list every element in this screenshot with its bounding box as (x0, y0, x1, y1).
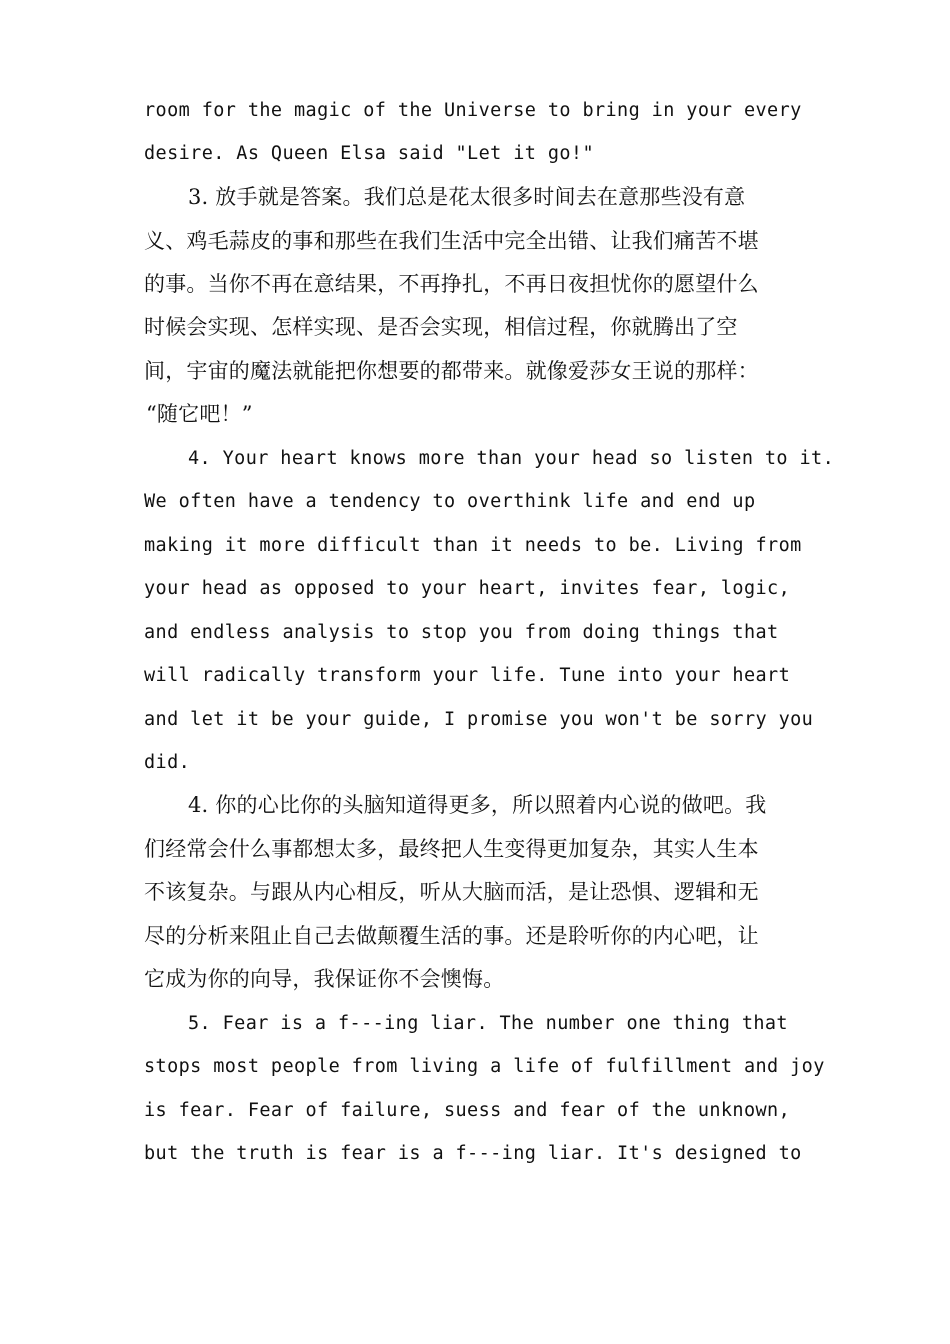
text-line: 义、鸡毛蒜皮的事和那些在我们生活中完全出错、让我们痛苦不堪 (144, 229, 759, 253)
paragraph-4-zh-start: 4. 你的心比你的头脑知道得更多，所以照着内心说的做吧。我 (188, 793, 767, 817)
text-line: We often have a tendency to overthink life and end up (144, 491, 756, 512)
text-line: 尽的分析来阻止自己去做颠覆生活的事。还是聆听你的内心吧，让 (144, 924, 759, 948)
text-line: did. (144, 752, 191, 773)
text-line: 时候会实现、怎样实现、是否会实现，相信过程，你就腾出了空 (144, 315, 738, 339)
text-line: 间，宇宙的魔法就能把你想要的都带来。就像爱莎女王说的那样： (144, 359, 759, 383)
text-line: 们经常会什么事都想太多，最终把人生变得更加复杂，其实人生本 (144, 837, 759, 861)
paragraph-3-zh-start: 3. 放手就是答案。我们总是花太很多时间去在意那些没有意 (188, 185, 746, 209)
text-line: 不该复杂。与跟从内心相反，听从大脑而活，是让恐惧、逻辑和无 (144, 880, 759, 904)
text-line: 它成为你的向导，我保证你不会懊悔。 (144, 967, 505, 991)
text-line: 的事。当你不再在意结果，不再挣扎，不再日夜担忧你的愿望什么 (144, 272, 759, 296)
text-line: room for the magic of the Universe to bring in your every (144, 100, 802, 121)
text-line: and let it be your guide, I promise you won't be sorry you (144, 709, 814, 730)
text-line: but the truth is fear is a f---ing liar. It's designed to (144, 1143, 802, 1164)
text-line: is fear. Fear of failure, suess and fear of the unknown, (144, 1100, 791, 1121)
paragraph-5-en-start: 5. Fear is a f---ing liar. The number one thing that (188, 1013, 788, 1034)
text-line: and endless analysis to stop you from doing things that (144, 622, 779, 643)
paragraph-4-en-start: 4. Your heart knows more than your head so listen to it. (188, 448, 835, 469)
text-line: stops most people from living a life of fulfillment and joy (144, 1056, 825, 1077)
text-line: your head as opposed to your heart, invites fear, logic, (144, 578, 791, 599)
text-line: will radically transform your life. Tune into your heart (144, 665, 791, 686)
text-line: desire. As Queen Elsa said "Let it go!" (144, 143, 594, 164)
text-line: “随它吧！” (146, 402, 253, 426)
text-line: making it more difficult than it needs to be. Living from (144, 535, 802, 556)
